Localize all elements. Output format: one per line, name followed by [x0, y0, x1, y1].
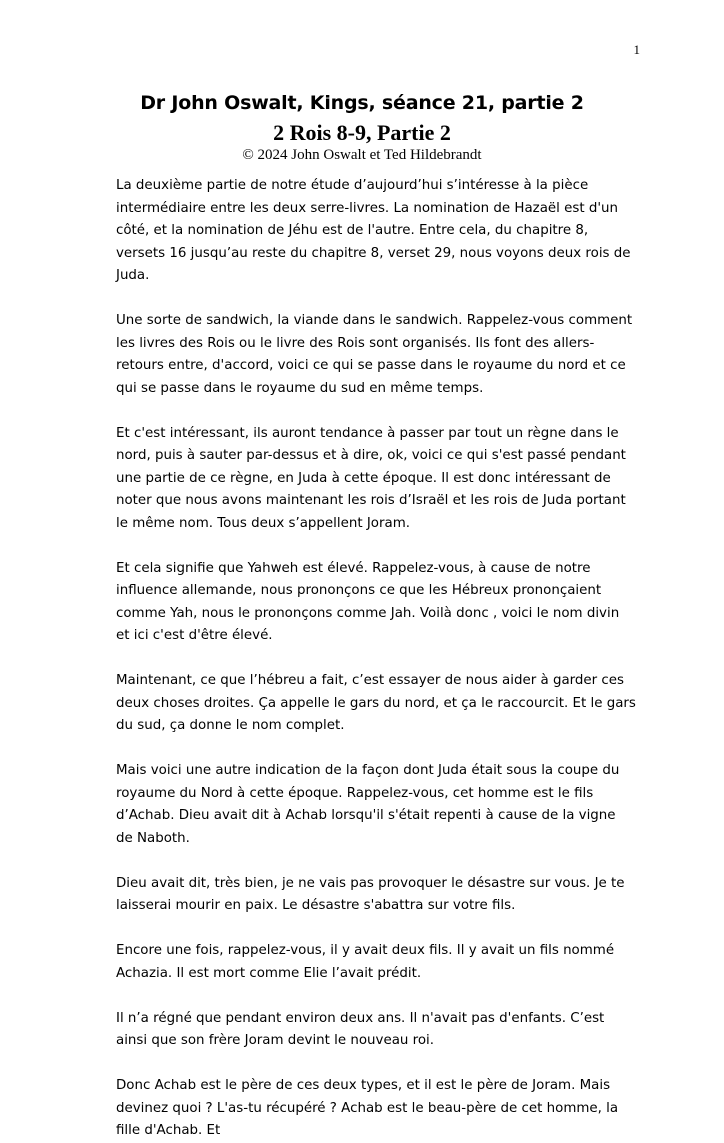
paragraph: Une sorte de sandwich, la viande dans le sandwich. Rappelez-vous comment les livres des Rois ou le livre des Rois sont organisés. Ils font des allers-retours entre, d'accord, voici ce qui se passe dans le royaume du nord et ce qui se passe dans le royaume du sud en même temps.	[116, 313, 633, 396]
paragraph: Donc Achab est le père de ces deux types, et il est le père de Joram. Mais devinez quoi ? L'as-tu récupéré ? Achab est le beau-père de cet homme, la fille d'Achab. Et	[116, 1078, 619, 1138]
paragraph: Encore une fois, rappelez-vous, il y avait deux fils. Il y avait un fils nommé Achazia. Il est mort comme Elie l’avait prédit.	[116, 943, 615, 981]
paragraph: Dieu avait dit, très bien, je ne vais pas provoquer le désastre sur vous. Je te laisserai mourir en paix. Le désastre s'abattra sur votre fils.	[116, 875, 625, 913]
document-subtitle: 2 Rois 8-9, Partie 2	[273, 120, 451, 145]
paragraph: La deuxième partie de notre étude d’aujourd’hui s’intéresse à la pièce intermédiaire entre les deux serre-livres. La nomination de Hazaël est d'un côté, et la nomination de Jéhu est de l'autre. Entre cela, du chapitre 8, versets 16 jusqu’au reste du chapitre 8, verset 29, nous voyons deux rois de Juda.	[116, 178, 631, 283]
page-number: 1	[633, 42, 640, 57]
copyright-line: © 2024 John Oswalt et Ted Hildebrandt	[242, 147, 482, 163]
document-body	[116, 175, 636, 1143]
document-title: Dr John Oswalt, Kings, séance 21, partie 2	[140, 92, 584, 114]
paragraph: Et c'est intéressant, ils auront tendance à passer par tout un règne dans le nord, puis à sauter par-dessus et à dire, ok, voici ce qui s'est passé pendant une partie de ce règne, en Juda à cette époque. Il est donc intéressant de noter que nous avons maintenant les rois d’Israël et les rois de Juda portant le même nom. Tous deux s’appellent Joram.	[116, 425, 626, 531]
paragraph: Maintenant, ce que l’hébreu a fait, c’est essayer de nous aider à garder ces deux choses droites. Ça appelle le gars du nord, et ça le raccourcit. Et le gars du sud, ça donne le nom complet.	[116, 673, 636, 733]
paragraph: Et cela signifie que Yahweh est élevé. Rappelez-vous, à cause de notre influence allemande, nous prononçons ce que les Hébreux prononçaient comme Yah, nous le prononçons comme Jah. Voilà donc , voici le nom divin et ici c'est d'être élevé.	[116, 560, 620, 643]
paragraph: Il n’a régné que pendant environ deux ans. Il n'avait pas d'enfants. C’est ainsi que son frère Joram devint le nouveau roi.	[116, 1010, 605, 1048]
paragraph: Mais voici une autre indication de la façon dont Juda était sous la coupe du royaume du Nord à cette époque. Rappelez-vous, cet homme est le fils d’Achab. Dieu avait dit à Achab lorsqu'il s'était repenti à cause de la vigne de Naboth.	[116, 763, 620, 846]
